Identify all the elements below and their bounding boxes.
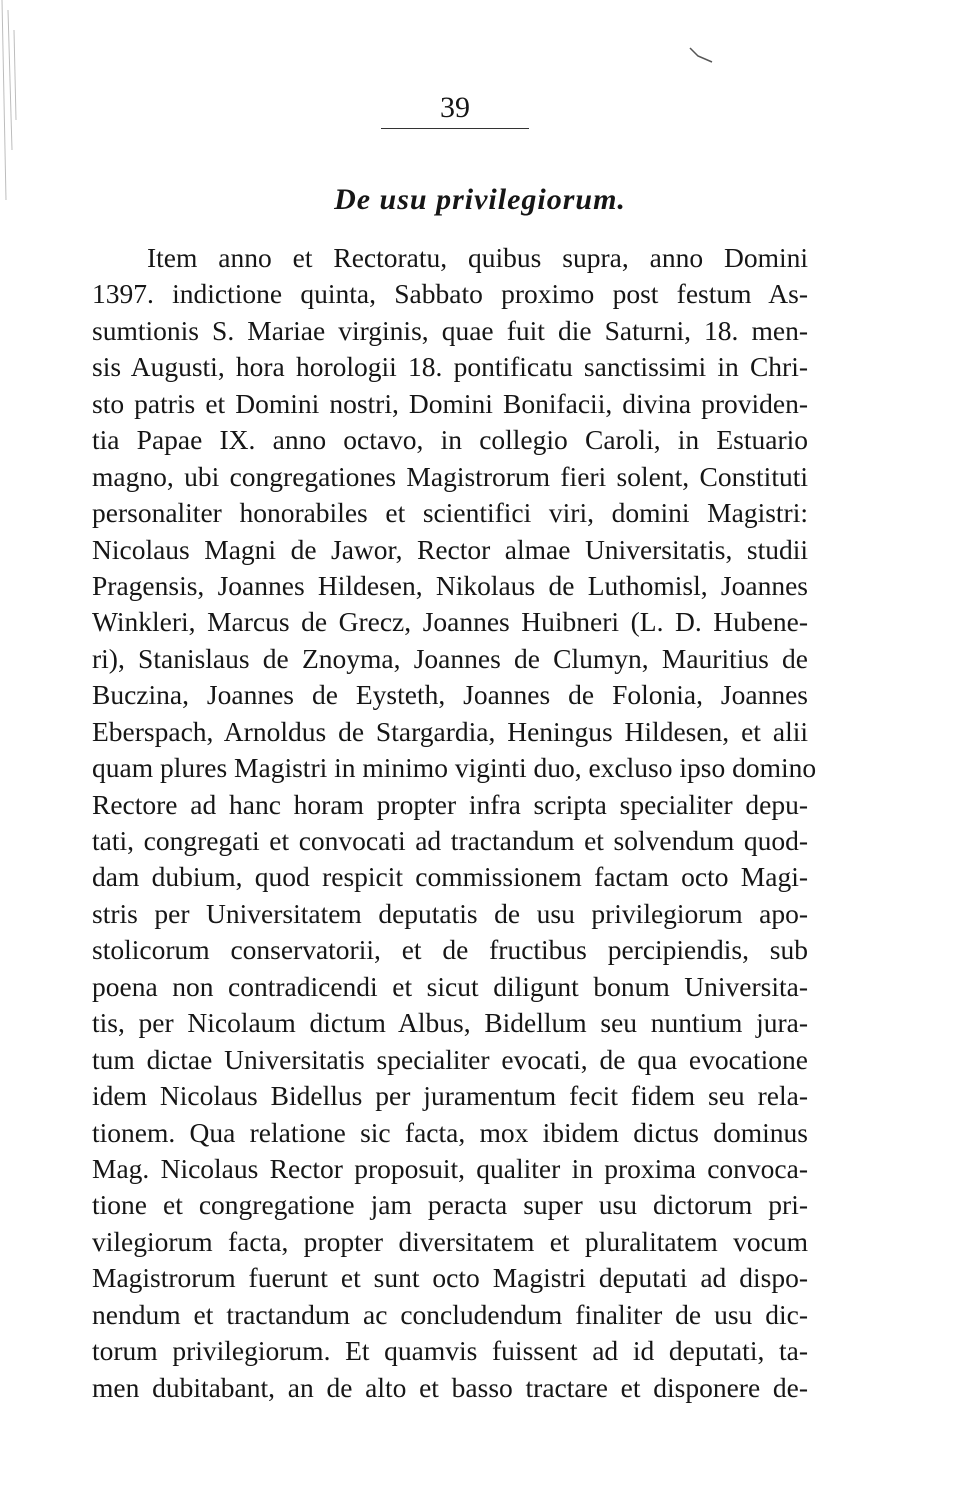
text-line: stris per Universitatem deputatis de usu privilegiorum apo- [92,897,808,929]
page-number: 39 [440,91,470,124]
text-line: sis Augusti, hora horologii 18. pontificatu sanctissimi in Chri- [92,351,808,383]
scan-edge-noise [0,0,28,200]
text-line: Eberspach, Arnoldus de Stargardia, Heningus Hildesen, et alii [92,715,808,747]
text-line: quam plures Magistri in minimo viginti duo, excluso ipso domino [92,752,817,784]
pencil-mark [688,44,714,64]
body-text [92,240,817,1406]
text-line: Pragensis, Joannes Hildesen, Nikolaus de Luthomisl, Joannes [92,569,808,601]
text-line: Nicolaus Magni de Jawor, Rector almae Universitatis, studii [92,533,808,565]
text-line: 1397. indictione quinta, Sabbato proximo post festum As- [92,278,808,310]
text-line: tionem. Qua relatione sic facta, mox ibidem dictus dominus [92,1116,808,1148]
text-line: poena non contradicendi et sicut diligunt bonum Universita- [92,970,808,1002]
text-line: tum dictae Universitatis specialiter evocati, de qua evocatione [92,1043,808,1075]
text-line: Winkleri, Marcus de Grecz, Joannes Huibneri (L. D. Hubene- [92,606,808,638]
text-line: Mag. Nicolaus Rector proposuit, qualiter in proxima convoca- [92,1152,808,1184]
text-line: sumtionis S. Mariae virginis, quae fuit die Saturni, 18. men- [92,314,808,346]
text-line: Magistrorum fuerunt et sunt octo Magistri deputati ad dispo- [92,1262,808,1294]
text-line: tione et congregatione jam peracta super usu dictorum pri- [92,1189,808,1221]
text-line: tati, congregati et convocati ad tractandum et solvendum quod- [92,825,808,856]
text-line: tia Papae IX. anno octavo, in collegio Caroli, in Estuario [92,424,808,456]
text-line: tis, per Nicolaum dictum Albus, Bidellum seu nuntium jura- [92,1007,808,1039]
text-line: idem Nicolaus Bidellus per juramentum fecit fidem seu rela- [92,1080,808,1112]
text-line: dam dubium, quod respicit commissionem factam octo Magi- [92,861,808,893]
text-line: Rectore ad hanc horam propter infra scripta specialiter depu- [92,788,808,820]
text-line: stolicorum conservatorii, et de fructibus percipiendis, sub [92,934,808,966]
page-number-rule [381,128,529,129]
text-line: sto patris et Domini nostri, Domini Bonifacii, divina providen- [92,387,808,419]
text-line: nendum et tractandum ac concludendum finaliter de usu dic- [92,1298,808,1330]
text-line: men dubitabant, an de alto et basso tractare et disponere de- [92,1371,808,1403]
text-line: torum privilegiorum. Et quamvis fuissent ad id deputati, ta- [92,1335,808,1367]
text-line: personaliter honorabiles et scientifici viri, domini Magistri: [92,497,808,529]
text-line: Buczina, Joannes de Eysteth, Joannes de Folonia, Joannes [92,679,808,711]
section-title: De usu privilegiorum. [334,183,626,216]
text-line: ri), Stanislaus de Znoyma, Joannes de Clumyn, Mauritius de [92,642,808,674]
text-line: magno, ubi congregationes Magistrorum fieri solent, Constituti [92,460,808,492]
text-line: Item anno et Rectoratu, quibus supra, anno Domini [147,242,808,273]
text-line: vilegiorum facta, propter diversitatem et pluralitatem vocum [92,1225,808,1257]
